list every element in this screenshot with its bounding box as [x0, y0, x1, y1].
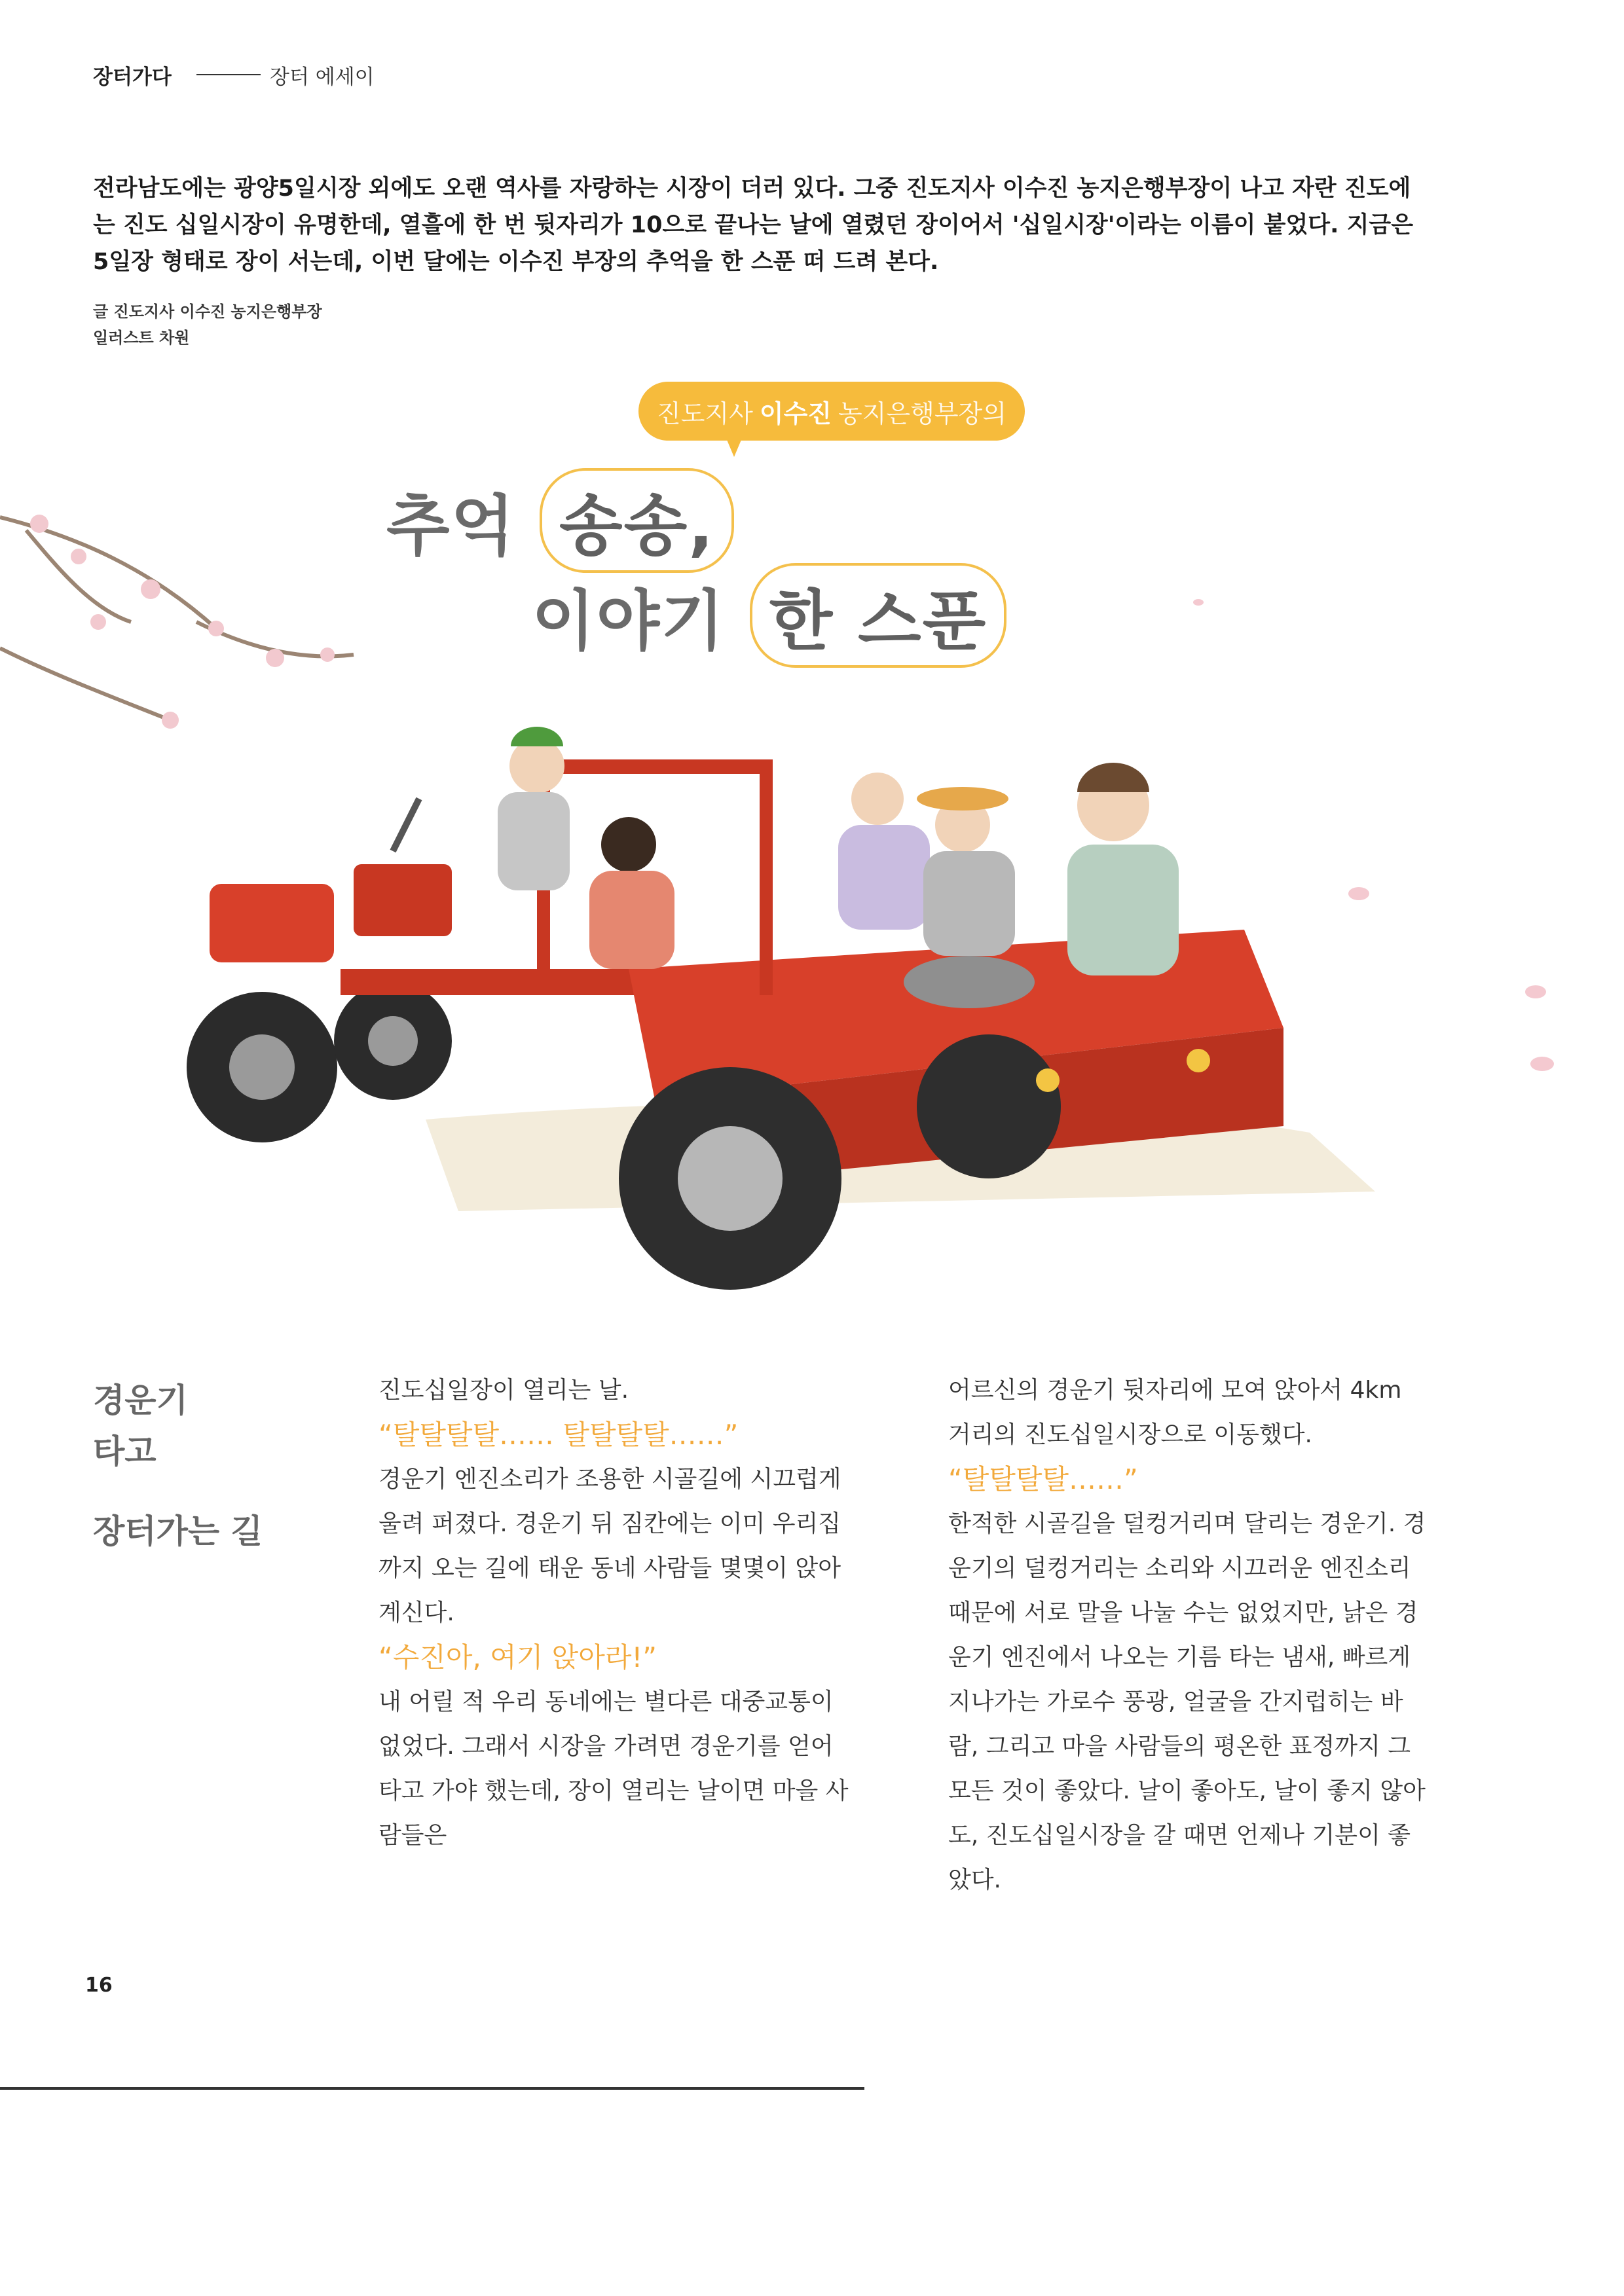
quote: “탈탈탈탈……” [948, 1463, 1138, 1495]
intro-block [93, 170, 1422, 351]
title-line-1-highlight: 송송, [540, 468, 734, 573]
bubble-suffix: 농지은행부장의 [838, 399, 1006, 428]
illustrator-credit [93, 325, 1422, 351]
section-heading-line-1: 경운기 [93, 1381, 188, 1419]
section-heading-line-3: 장터가는 길 [93, 1512, 263, 1550]
body-column-1 [378, 1368, 863, 1858]
section-heading-line-2: 타고 [93, 1432, 157, 1470]
header-divider [196, 74, 261, 75]
footer-rule [0, 2087, 864, 2090]
illustrator-name: 차원 [159, 329, 190, 347]
writer-credit [93, 299, 1422, 325]
page-number: 16 [85, 1974, 113, 1997]
bubble-tail [724, 432, 745, 457]
paragraph: 한적한 시골길을 덜컹거리며 달리는 경운기. 경운기의 덜컹거리는 소리와 시끄러운 엔진소리 때문에 서로 말을 나눌 수는 없었지만, 낡은 경운기 엔진에서 나오는 기름 타는 냄새, 빠르게 지나가는 가로수 풍광, 얼굴을 간지럽히는 바람, 그리고 마을 사람들의 평온한 표정까지 그 모든 것이 좋았다. 날이 좋아도, 날이 좋지 않아도, 진도십일시장을 갈 때면 언제나 기분이 좋았다. [948, 1510, 1426, 1893]
writer-label: 글 [93, 302, 109, 321]
body-column-2 [948, 1368, 1426, 1903]
title-line-2-word: 이야기 [532, 583, 726, 659]
cherry-blossom-branch [0, 517, 354, 720]
subsection-label: 장터 에세이 [270, 65, 375, 89]
bubble-prefix: 진도지사 [657, 399, 753, 428]
paragraph: 내 어릴 적 우리 동네에는 별다른 대중교통이 없었다. 그래서 시장을 가려면 경운기를 얻어 타고 가야 했는데, 장이 열리는 날이면 마을 사람들은 [378, 1688, 849, 1849]
paragraph: 경운기 엔진소리가 조용한 시골길에 시끄럽게 울려 퍼졌다. 경운기 뒤 짐칸에는 이미 우리집까지 오는 길에 태운 동네 사람들 몇몇이 앉아 계신다. [378, 1466, 841, 1626]
quote: “탈탈탈탈…… 탈탈탈탈……” [378, 1419, 739, 1451]
paragraph: 어르신의 경운기 뒷자리에 모여 앉아서 4km 거리의 진도십일시장으로 이동했다. [948, 1377, 1402, 1448]
title-line-1 [386, 468, 734, 573]
paragraph: 진도십일장이 열리는 날. [378, 1377, 629, 1404]
intro-text: 전라남도에는 광양5일시장 외에도 오랜 역사를 자랑하는 시장이 더러 있다. 그중 진도지사 이수진 농지은행부장이 나고 자란 진도에는 진도 십일시장이 유명한데, 열흘에 한 번 뒷자리가 10으로 끝나는 날에 열렸던 장이어서 '십일시장'이라는 이름이 붙었다. 지금은 5일장 형태로 장이 서는데, 이번 달에는 이수진 부장의 추억을 한 스푼 떠 드려 본다. [93, 175, 1414, 275]
illustrator-label: 일러스트 [93, 329, 154, 347]
section-label: 장터가다 [93, 65, 172, 89]
title-bubble [638, 382, 1025, 441]
title-line-1-word: 추억 [386, 488, 516, 564]
bubble-name: 이수진 [759, 399, 832, 428]
quote: “수진아, 여기 앉아라!” [378, 1641, 657, 1673]
section-heading [93, 1375, 263, 1557]
writer-name: 진도지사 이수진 농지은행부장 [113, 302, 322, 321]
title-line-2-highlight: 한 스푼 [750, 563, 1007, 668]
title-line-2 [532, 563, 1006, 668]
